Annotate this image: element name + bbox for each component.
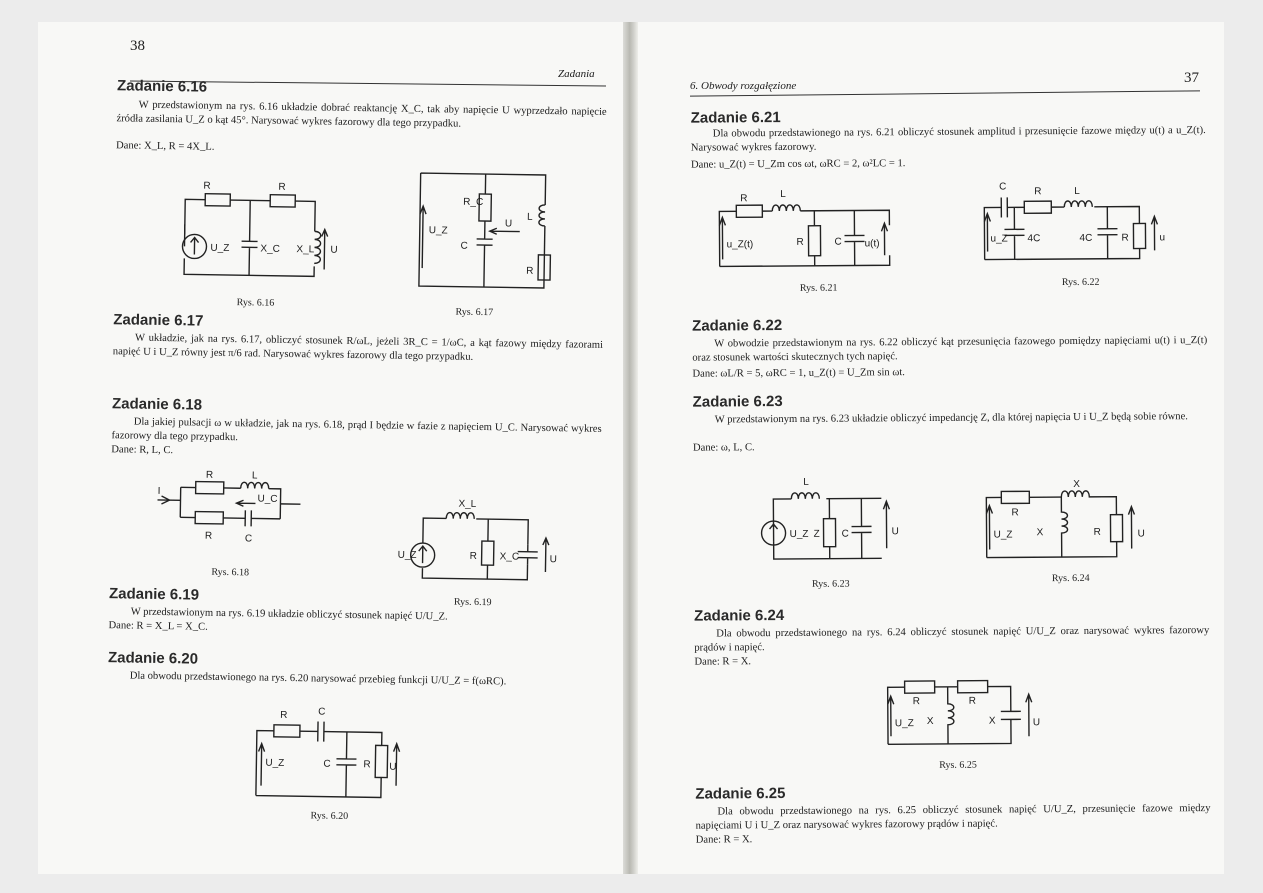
task-given: Dane: R = X_L = X_C. <box>108 620 208 633</box>
figure-caption: Rys. 6.17 <box>455 306 494 319</box>
circuit-label: R <box>204 530 213 542</box>
circuit-label: R <box>1093 526 1101 538</box>
circuit-label: C <box>999 181 1007 193</box>
circuit-label: C <box>841 528 849 540</box>
task-text: W przedstawionym na rys. 6.16 układzie dobrać reaktancję X_C, tak aby napięcie U wyprzedzało napięcie źródła zasilania U_Z o kąt 45°. Narysować wykres fazorowy dla tego przypadku. <box>116 99 607 130</box>
circuit-label: U <box>1137 528 1145 540</box>
circuit-label: Z <box>813 528 820 540</box>
figure-caption: Rys. 6.24 <box>1051 572 1090 585</box>
task-text: Dla obwodu przedstawionego na rys. 6.20 narysować przebieg funkcji U/U_Z = f(ωRC). <box>129 670 507 688</box>
circuit-diagram <box>883 671 1044 752</box>
task-text: Dla obwodu przedstawionego na rys. 6.25 obliczyć stosunek napięć U/U_Z, przesunięcie fazowe między napięciami U i U_Z oraz narysować wykres fazorowy prądów i napięć. <box>695 803 1211 832</box>
circuit-diagram <box>397 498 557 585</box>
task-text: Dla jakiej pulsacji ω w układzie, jak na rys. 6.18, prąd I będzie w fazie z napięciem U_C. Narysować wykres fazorowy dla tego przypadku. <box>111 416 602 443</box>
task-heading: Zadanie 6.19 <box>108 585 200 604</box>
circuit-label: U <box>1032 717 1041 729</box>
circuit-label: C <box>244 533 253 545</box>
circuit-label: C <box>318 706 326 718</box>
circuit-label: R <box>1121 232 1129 244</box>
task-text: Dla obwodu przedstawionego na rys. 6.24 obliczyć stosunek napięć U/U_Z oraz narysować wykres fazorowy prądów i napięć. <box>694 625 1210 654</box>
figure-caption: Rys. 6.22 <box>1061 276 1100 289</box>
circuit-label: U <box>549 554 557 566</box>
page-number: 38 <box>130 38 145 54</box>
circuit-label: X <box>1073 478 1080 490</box>
running-head: 6. Obwody rozgałęzione <box>690 80 797 92</box>
circuit-diagram <box>981 476 1147 562</box>
circuit-label: U <box>330 244 338 256</box>
circuit-label: R <box>363 759 371 771</box>
circuit-label: X <box>988 715 996 727</box>
figure-caption: Rys. 6.23 <box>811 578 850 590</box>
circuit-label: C <box>460 240 468 252</box>
circuit-diagram <box>414 168 556 295</box>
task-heading: Zadanie 6.24 <box>694 606 785 625</box>
task-given: Dane: u_Z(t) = U_Zm cos ωt, ωRC = 2, ω²LC = 1. <box>690 158 906 171</box>
circuit-label: L <box>780 188 786 201</box>
circuit-label: R <box>205 469 214 481</box>
book-gutter <box>623 22 638 874</box>
circuit-diagram <box>714 180 890 271</box>
task-given: Dane: X_L, R = 4X_L. <box>115 140 215 153</box>
circuit-label: U_Z <box>993 529 1013 541</box>
circuit-diagram <box>751 468 912 569</box>
circuit-label: X_C <box>499 551 520 563</box>
circuit-label: R <box>1034 186 1042 198</box>
circuit-label: U_Z <box>428 225 448 237</box>
circuit-label: U_C <box>257 493 278 505</box>
circuit-label: U_Z <box>265 757 285 769</box>
figure-caption: Rys. 6.25 <box>939 759 977 771</box>
circuit-diagram <box>174 174 336 291</box>
right-page-content <box>638 18 1230 874</box>
book-spread <box>38 22 1224 874</box>
circuit-label: U <box>504 218 513 230</box>
circuit-label: R <box>1011 507 1019 519</box>
circuit-label: U_Z <box>210 242 230 255</box>
figure-caption: Rys. 6.21 <box>799 282 838 294</box>
task-given: Dane: R, L, C. <box>111 444 174 457</box>
circuit-label: X_L <box>458 498 477 510</box>
task-heading: Zadanie 6.23 <box>692 392 783 411</box>
circuit-label: R <box>203 180 211 192</box>
figure-caption: Rys. 6.19 <box>453 596 492 609</box>
figure-caption: Rys. 6.16 <box>236 297 275 309</box>
page-number: 37 <box>1184 70 1199 86</box>
circuit-label: I <box>157 485 161 497</box>
circuit-label: 4C <box>1079 232 1093 244</box>
circuit-label: U_Z <box>894 718 914 730</box>
circuit-label: C <box>834 236 842 248</box>
circuit-label: R <box>912 696 921 708</box>
task-heading: Zadanie 6.22 <box>692 317 783 335</box>
task-heading: Zadanie 6.18 <box>111 395 203 414</box>
circuit-label: R <box>280 709 288 722</box>
circuit-label: u <box>1159 232 1166 244</box>
running-head: Zadania <box>558 68 595 80</box>
task-heading: Zadanie 6.16 <box>116 77 208 96</box>
task-heading: Zadanie 6.21 <box>690 109 781 127</box>
task-heading: Zadanie 6.25 <box>695 784 786 803</box>
circuit-label: 4C <box>1027 233 1041 245</box>
task-text: Dla obwodu przedstawionego na rys. 6.21 obliczyć stosunek amplitud i przesunięcie fazowe między u(t) a u_Z(t). Narysować wykres fazorowy. <box>690 125 1206 154</box>
circuit-diagram <box>155 469 306 554</box>
circuit-label: L <box>526 211 533 223</box>
circuit-label: u_Z(t) <box>726 239 754 251</box>
task-given: Dane: R = X. <box>694 656 752 668</box>
figure-caption: Rys. 6.20 <box>310 810 349 822</box>
task-heading: Zadanie 6.20 <box>107 649 199 668</box>
circuit-label: R <box>278 181 286 193</box>
circuit-label: U <box>389 761 397 773</box>
circuit-label: X_C <box>260 243 280 255</box>
circuit-label: R <box>968 695 977 707</box>
circuit-label: R_C <box>463 196 484 209</box>
task-given: Dane: ωL/R = 5, ωRC = 1, u_Z(t) = U_Zm sin ωt. <box>692 367 905 380</box>
circuit-label: L <box>251 470 258 482</box>
circuit-diagram <box>979 168 1166 264</box>
task-heading: Zadanie 6.17 <box>113 311 204 330</box>
right-page <box>638 22 1224 874</box>
circuit-label: u_Z <box>990 233 1008 245</box>
task-given: Dane: R = X. <box>695 834 753 846</box>
circuit-label: U_Z <box>789 528 809 540</box>
circuit-label: C <box>323 758 331 770</box>
figure-caption: Rys. 6.18 <box>211 566 250 579</box>
circuit-label: X <box>926 715 934 728</box>
left-page <box>38 22 623 874</box>
circuit-label: R <box>469 550 477 562</box>
circuit-label: X <box>1036 527 1044 539</box>
circuit-label: R <box>526 265 534 277</box>
circuit-label: U_Z <box>397 549 417 562</box>
task-text: W przedstawionym na rys. 6.23 układzie obliczyć impedancję Z, dla której napięcia U i U_Z będą sobie równe. <box>714 411 1188 426</box>
task-text: W przedstawionym na rys. 6.19 układzie obliczyć stosunek napięć U/U_Z. <box>130 606 448 623</box>
left-page-content <box>25 22 623 883</box>
task-given: Dane: ω, L, C. <box>692 442 755 454</box>
circuit-label: u(t) <box>864 238 880 250</box>
circuit-label: R <box>796 236 804 248</box>
circuit-label: R <box>740 193 748 205</box>
task-text: W układzie, jak na rys. 6.17, obliczyć stosunek R/ωL, jeżeli 3R_C = 1/ωC, a kąt fazowy między fazorami napięć U i U_Z równy jest π/6 rad. Narysować wykres fazorowy dla tego przypadku. <box>112 332 604 363</box>
circuit-diagram <box>251 705 403 807</box>
circuit-label: X_L <box>296 244 315 256</box>
circuit-label: L <box>803 476 809 488</box>
circuit-label: L <box>1074 185 1080 197</box>
circuit-label: U <box>891 526 899 538</box>
task-text: W obwodzie przedstawionym na rys. 6.22 obliczyć kąt przesunięcia fazowego pomiędzy napięciami u(t) i u_Z(t) oraz stosunek wartości skutecznych tych napięć. <box>692 335 1208 364</box>
